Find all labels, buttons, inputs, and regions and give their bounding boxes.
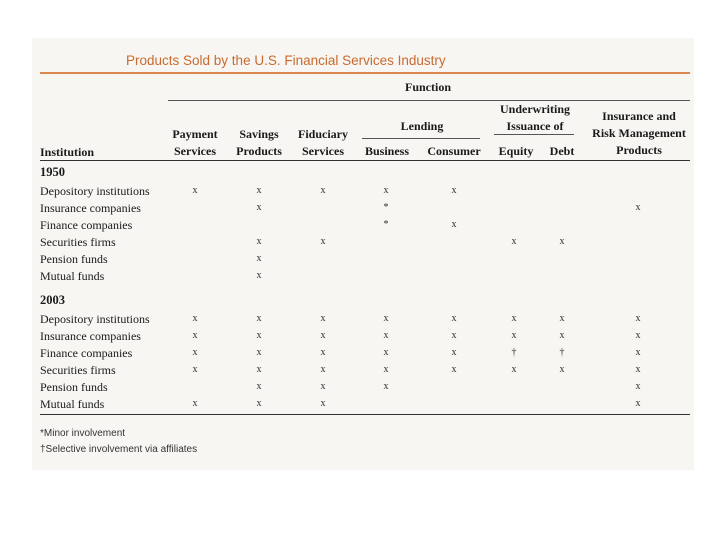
lending-header: Lending bbox=[400, 119, 444, 133]
cell-mark: x bbox=[256, 381, 262, 392]
underwriting-rule bbox=[494, 134, 574, 135]
cell-mark: x bbox=[256, 253, 262, 264]
cell-mark: x bbox=[192, 185, 198, 196]
cell-mark: x bbox=[256, 202, 262, 213]
cell-mark: x bbox=[256, 347, 262, 358]
cell-mark: x bbox=[320, 364, 326, 375]
cell-mark: x bbox=[635, 398, 641, 409]
function-rule bbox=[168, 100, 690, 101]
cell-mark: x bbox=[256, 313, 262, 324]
col-equity: Equity bbox=[498, 144, 534, 158]
cell-mark: x bbox=[451, 364, 457, 375]
row-institution: Mutual funds bbox=[40, 269, 105, 283]
function-header: Function bbox=[404, 80, 451, 94]
col-savings-products-l1: Savings bbox=[239, 127, 279, 141]
cell-mark: † bbox=[559, 347, 565, 358]
cell-mark: x bbox=[635, 202, 641, 213]
row-institution: Pension funds bbox=[40, 252, 108, 266]
col-fiduciary-services-l2: Services bbox=[302, 144, 344, 158]
cell-mark: x bbox=[559, 236, 565, 247]
col-insurance-l3: Products bbox=[616, 143, 662, 157]
section-year: 2003 bbox=[40, 293, 65, 307]
cell-mark: x bbox=[511, 313, 517, 324]
cell-mark: x bbox=[192, 364, 198, 375]
cell-mark: x bbox=[192, 313, 198, 324]
cell-mark: x bbox=[192, 330, 198, 341]
cell-mark: x bbox=[320, 313, 326, 324]
cell-mark: x bbox=[383, 381, 389, 392]
cell-mark: x bbox=[320, 236, 326, 247]
cell-mark: x bbox=[320, 381, 326, 392]
cell-mark: x bbox=[320, 347, 326, 358]
row-institution: Securities firms bbox=[40, 235, 116, 249]
cell-mark: x bbox=[635, 330, 641, 341]
col-insurance-l1: Insurance and bbox=[602, 109, 676, 123]
cell-mark: x bbox=[451, 347, 457, 358]
cell-mark: x bbox=[383, 347, 389, 358]
cell-mark: x bbox=[256, 330, 262, 341]
cell-mark: † bbox=[511, 347, 517, 358]
col-insurance-l2: Risk Management bbox=[592, 126, 686, 140]
lending-rule bbox=[362, 138, 480, 139]
cell-mark: x bbox=[256, 270, 262, 281]
document-title: Products Sold by the U.S. Financial Services Industry bbox=[126, 53, 446, 68]
row-institution: Depository institutions bbox=[40, 312, 150, 326]
cell-mark: x bbox=[192, 398, 198, 409]
row-institution: Depository institutions bbox=[40, 184, 150, 198]
col-consumer: Consumer bbox=[427, 144, 481, 158]
cell-mark: * bbox=[383, 202, 389, 213]
cell-mark: x bbox=[635, 313, 641, 324]
cell-mark: x bbox=[320, 330, 326, 341]
cell-mark: x bbox=[256, 398, 262, 409]
cell-mark: x bbox=[256, 185, 262, 196]
row-institution: Mutual funds bbox=[40, 397, 105, 411]
row-institution: Insurance companies bbox=[40, 201, 141, 215]
cell-mark: x bbox=[559, 330, 565, 341]
cell-mark: x bbox=[451, 313, 457, 324]
col-payment-services-l1: Payment bbox=[172, 127, 218, 141]
cell-mark: x bbox=[451, 330, 457, 341]
cell-mark: x bbox=[511, 236, 517, 247]
cell-mark: x bbox=[511, 330, 517, 341]
cell-mark: x bbox=[511, 364, 517, 375]
institution-header: Institution bbox=[40, 145, 95, 159]
header-bottom-rule bbox=[40, 160, 690, 161]
cell-mark: x bbox=[559, 364, 565, 375]
cell-mark: x bbox=[383, 330, 389, 341]
footnote-minor: *Minor involvement bbox=[40, 428, 126, 439]
col-savings-products-l2: Products bbox=[236, 144, 282, 158]
cell-mark: x bbox=[559, 313, 565, 324]
cell-mark: * bbox=[383, 219, 389, 230]
col-debt: Debt bbox=[549, 144, 575, 158]
cell-mark: x bbox=[451, 185, 457, 196]
cell-mark: x bbox=[383, 364, 389, 375]
cell-mark: x bbox=[192, 347, 198, 358]
row-institution: Finance companies bbox=[40, 218, 133, 232]
cell-mark: x bbox=[320, 398, 326, 409]
cell-mark: x bbox=[320, 185, 326, 196]
section-year: 1950 bbox=[40, 165, 65, 179]
row-institution: Pension funds bbox=[40, 380, 108, 394]
cell-mark: x bbox=[256, 236, 262, 247]
row-institution: Securities firms bbox=[40, 363, 116, 377]
cell-mark: x bbox=[451, 219, 457, 230]
col-business: Business bbox=[364, 144, 410, 158]
cell-mark: x bbox=[635, 381, 641, 392]
row-institution: Insurance companies bbox=[40, 329, 141, 343]
cell-mark: x bbox=[635, 347, 641, 358]
row-institution: Finance companies bbox=[40, 346, 133, 360]
cell-mark: x bbox=[383, 185, 389, 196]
table-bottom-rule bbox=[40, 414, 690, 415]
cell-mark: x bbox=[635, 364, 641, 375]
title-rule bbox=[40, 72, 690, 74]
cell-mark: x bbox=[383, 313, 389, 324]
col-payment-services-l2: Services bbox=[174, 144, 216, 158]
col-fiduciary-services-l1: Fiduciary bbox=[298, 127, 348, 141]
document-page bbox=[32, 38, 694, 470]
footnote-selective: †Selective involvement via affiliates bbox=[40, 444, 198, 455]
cell-mark: x bbox=[256, 364, 262, 375]
underwriting-header: Underwriting bbox=[500, 102, 570, 116]
issuance-header: Issuance of bbox=[506, 119, 564, 133]
